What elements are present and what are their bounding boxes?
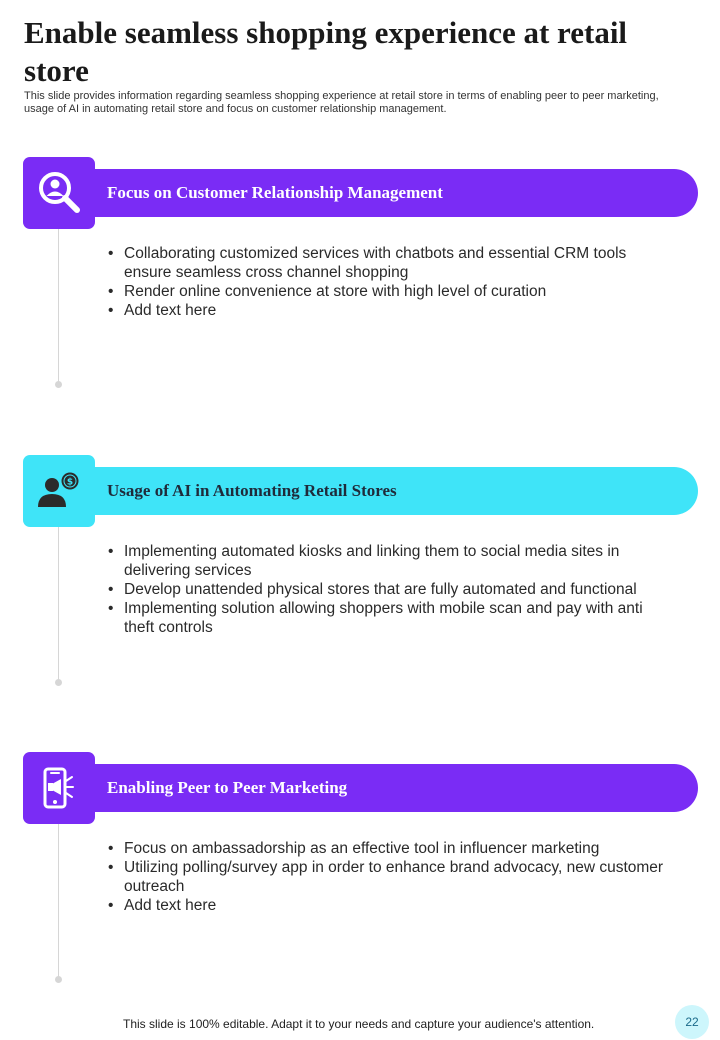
list-item: • Utilizing polling/survey app in order to enhance brand advocacy, new customer outreach	[108, 858, 668, 896]
svg-text:$: $	[66, 477, 74, 488]
person-coin-icon	[34, 467, 84, 515]
page-number-badge: 22	[675, 1005, 709, 1039]
bullet-list	[108, 839, 668, 915]
section-heading: Usage of AI in Automating Retail Stores	[95, 467, 698, 515]
magnifier-person-icon	[35, 169, 83, 217]
timeline-dot	[55, 381, 62, 388]
list-item: • Collaborating customized services with chatbots and essential CRM tools ensure seamless cross channel shopping	[108, 244, 668, 282]
section-icon-box	[23, 752, 95, 824]
list-item: • Implementing automated kiosks and linking them to social media sites in delivering services	[108, 542, 668, 580]
list-item: • Add text here	[108, 896, 668, 915]
list-item: • Focus on ambassadorship as an effective tool in influencer marketing	[108, 839, 668, 858]
section-icon-box	[23, 455, 95, 527]
page-subtitle: This slide provides information regarding seamless shopping experience at retail store in terms of enabling peer to peer marketing, usage of AI in automating retail store and focus on customer relationship management.	[24, 90, 659, 115]
footer-note: This slide is 100% editable. Adapt it to your needs and capture your audience's attention.	[123, 1017, 595, 1031]
list-item: • Develop unattended physical stores that are fully automated and functional	[108, 580, 668, 599]
section-heading: Focus on Customer Relationship Management	[95, 169, 698, 217]
timeline-dot	[55, 679, 62, 686]
timeline-line	[58, 527, 59, 682]
phone-megaphone-icon	[35, 764, 83, 812]
list-item: • Add text here	[108, 301, 668, 320]
timeline-line	[58, 229, 59, 384]
timeline-dot	[55, 976, 62, 983]
bullet-list	[108, 542, 668, 637]
bullet-list	[108, 244, 668, 320]
page-title: Enable seamless shopping experience at retail store	[24, 15, 628, 88]
section-heading: Enabling Peer to Peer Marketing	[95, 764, 698, 812]
list-item: • Render online convenience at store with high level of curation	[108, 282, 668, 301]
list-item: • Implementing solution allowing shoppers with mobile scan and pay with anti theft controls	[108, 599, 668, 637]
timeline-line	[58, 824, 59, 979]
section-icon-box	[23, 157, 95, 229]
